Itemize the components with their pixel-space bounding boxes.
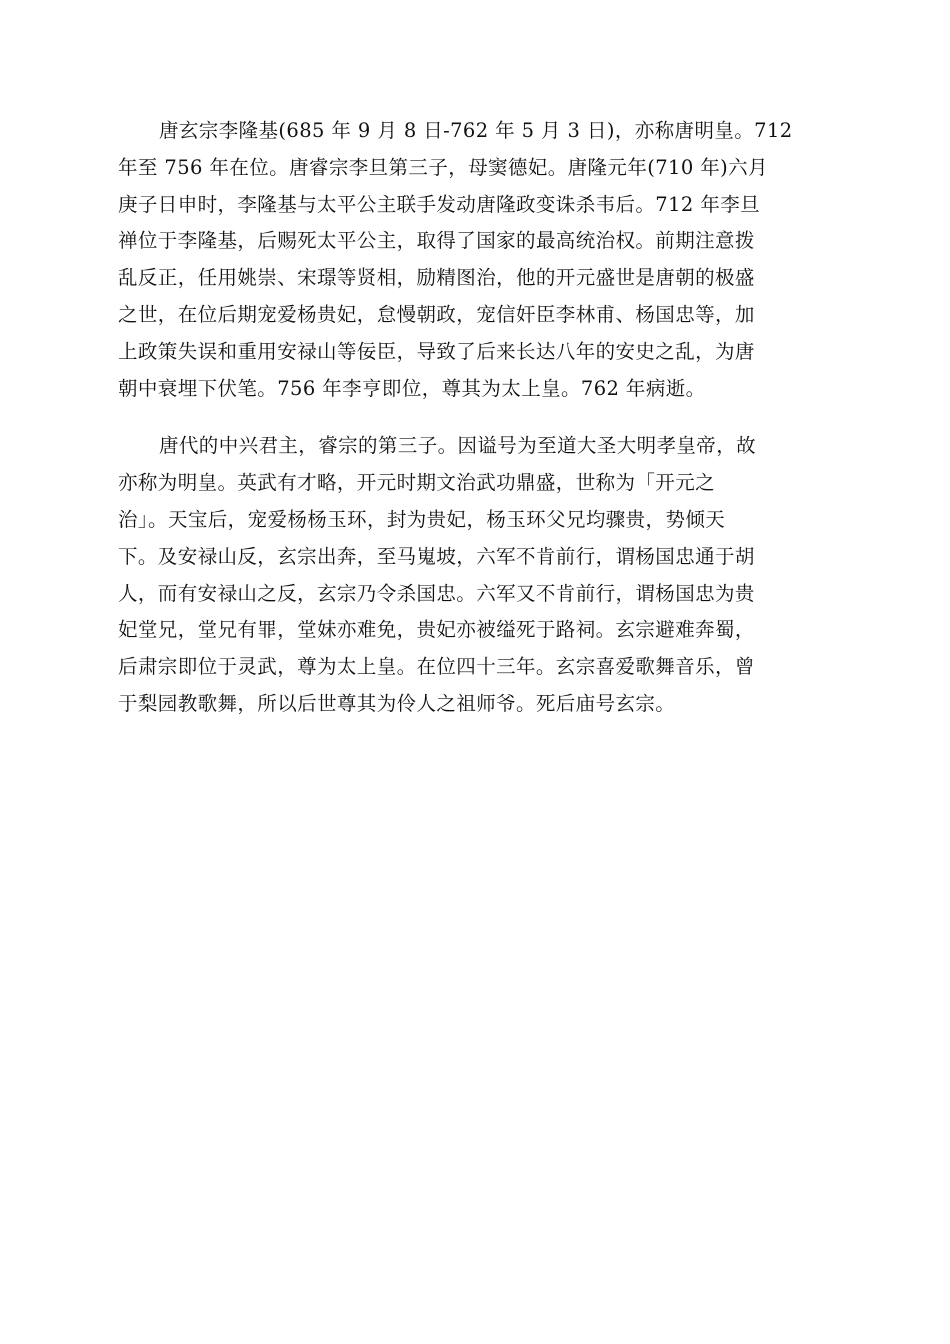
paragraph-line: 朝中衰埋下伏笔。756 年李亨即位，尊其为太上皇。762 年病逝。 — [118, 376, 706, 400]
paragraph-1 — [118, 113, 832, 407]
paragraph-line: 于梨园教歌舞，所以后世尊其为伶人之祖师爷。死后庙号玄宗。 — [118, 691, 676, 715]
paragraph-2 — [118, 428, 832, 722]
paragraph-line: 乱反正，任用姚崇、宋璟等贤相，励精图治，他的开元盛世是唐朝的极盛 — [118, 266, 755, 290]
paragraph-line: 唐玄宗李隆基(685 年 9 月 8 日-762 年 5 月 3 日)，亦称唐明皇。712 — [159, 119, 793, 142]
paragraph-line: 亦称为明皇。英武有才略，开元时期文治武功鼎盛，世称为「开元之 — [118, 471, 716, 495]
paragraph-line: 唐代的中兴君主，睿宗的第三子。因谥号为至道大圣大明孝皇帝，故 — [159, 434, 757, 458]
document-body — [118, 113, 832, 744]
paragraph-line: 庚子日申时，李隆基与太平公主联手发动唐隆政变诛杀韦后。712 年李旦 — [118, 192, 761, 216]
paragraph-line: 之世，在位后期宠爱杨贵妃，怠慢朝政，宠信奸臣李林甫、杨国忠等，加 — [118, 302, 755, 326]
paragraph-line: 治」。天宝后，宠爱杨杨玉环，封为贵妃，杨玉环父兄均骤贵，势倾天 — [118, 507, 726, 531]
paragraph-line: 上政策失误和重用安禄山等佞臣，导致了后来长达八年的安史之乱，为唐 — [118, 339, 755, 363]
paragraph-line: 下。及安禄山反，玄宗出奔，至马嵬坡，六军不肯前行，谓杨国忠通于胡 — [118, 544, 755, 568]
paragraph-line: 妃堂兄，堂兄有罪，堂妹亦难免，贵妃亦被缢死于路祠。玄宗避难奔蜀， — [118, 618, 755, 642]
paragraph-line: 年至 756 年在位。唐睿宗李旦第三子，母窦德妃。唐隆元年(710 年)六月 — [118, 155, 768, 179]
paragraph-line: 人，而有安禄山之反，玄宗乃令杀国忠。六军又不肯前行，谓杨国忠为贵 — [118, 581, 755, 605]
paragraph-line: 后肃宗即位于灵武，尊为太上皇。在位四十三年。玄宗喜爱歌舞音乐，曾 — [118, 655, 755, 679]
paragraph-line: 禅位于李隆基，后赐死太平公主，取得了国家的最高统治权。前期注意拨 — [118, 229, 755, 253]
